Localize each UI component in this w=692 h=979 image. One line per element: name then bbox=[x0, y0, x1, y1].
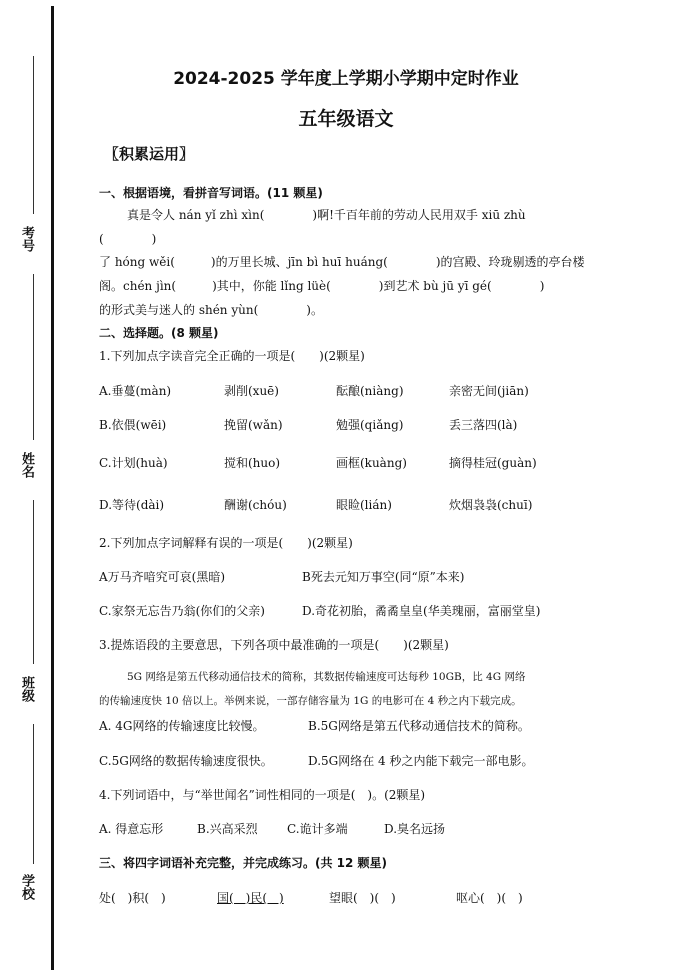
q2-3-a: A. 4G网络的传输速度比较慢。 bbox=[99, 719, 265, 733]
q2-1-b-1: B.依偎(wēi) bbox=[99, 418, 167, 432]
q2-1-c-4: 摘得桂冠(guàn) bbox=[449, 456, 537, 470]
section-title: 〖积累运用〗 bbox=[104, 145, 195, 163]
q2-4-a: A. 得意忘形 bbox=[99, 822, 164, 836]
q2-2-stem: 2.下列加点字词解释有误的一项是( )(2颗星) bbox=[99, 536, 353, 550]
name-underline bbox=[33, 274, 34, 440]
school-underline bbox=[33, 724, 34, 864]
q2-1-c-2: 搅和(huo) bbox=[224, 456, 281, 470]
q2-2-d: D.奇花初胎，矞矞皇皇(华美瑰丽，富丽堂皇) bbox=[302, 604, 541, 618]
q1-line-4: 阁。chén jìn( )其中，你能 lǐng lüè( )到艺术 bù jū yī gé( ) bbox=[99, 279, 545, 293]
q1-line-5: 的形式美与迷人的 shén yùn( )。 bbox=[99, 303, 323, 317]
q2-3-c: C.5G网络的数据传输速度很快。 bbox=[99, 754, 273, 768]
q2-3-passage-2: 的传输速度快 10 倍以上。举例来说，一部存储容量为 1G 的电影可在 4 秒之内下载完成。 bbox=[99, 695, 522, 707]
q2-1-d-1: D.等待(dài) bbox=[99, 498, 165, 512]
q2-1-b-2: 挽留(wǎn) bbox=[224, 418, 283, 432]
q2-3-stem: 3.提炼语段的主要意思，下列各项中最准确的一项是( )(2颗星) bbox=[99, 638, 449, 652]
q2-1-d-3: 眼睑(lián) bbox=[336, 498, 392, 512]
q2-2-a: A万马齐喑究可哀(黑暗) bbox=[99, 570, 226, 584]
subject-title: 五年级语文 bbox=[298, 108, 394, 130]
q2-1-a-1: A.垂蔓(màn) bbox=[99, 384, 172, 398]
q2-1-c-3: 画框(kuàng) bbox=[336, 456, 407, 470]
label-school: 学校 bbox=[19, 874, 34, 900]
q2-1-d-2: 酬谢(chóu) bbox=[224, 498, 287, 512]
q2-4-stem: 4.下列词语中，与“举世闻名”词性相同的一项是( )。(2颗星) bbox=[99, 788, 426, 802]
q1-heading: 一、根据语境，看拼音写词语。(11 颗星) bbox=[99, 186, 323, 200]
q1-line-2: ( ) bbox=[99, 232, 157, 246]
page-title: 2024-2025 学年度上学期小学期中定时作业 bbox=[173, 69, 519, 89]
q2-4-b: B.兴高采烈 bbox=[197, 822, 258, 836]
q2-1-a-4: 亲密无间(jiān) bbox=[449, 384, 529, 398]
label-name: 姓名 bbox=[19, 452, 34, 478]
q2-4-d: D.臭名远扬 bbox=[384, 822, 446, 836]
q2-4-c: C.诡计多端 bbox=[287, 822, 348, 836]
q2-3-passage-1: 5G 网络是第五代移动通信技术的简称，其数据传输速度可达每秒 10GB，比 4G 网络 bbox=[127, 671, 526, 683]
margin-line bbox=[51, 6, 54, 970]
q3-heading: 三、将四字词语补充完整，并完成练习。(共 12 颗星) bbox=[99, 856, 388, 870]
q2-2-c: C.家祭无忘告乃翁(你们的父亲) bbox=[99, 604, 265, 618]
q2-3-d: D.5G网络在 4 秒之内能下载完一部电影。 bbox=[308, 754, 534, 768]
q2-1-stem: 1.下列加点字读音完全正确的一项是( )(2颗星) bbox=[99, 349, 365, 363]
q3-item-4: 呕心( )( ) bbox=[456, 891, 523, 905]
q2-1-a-3: 酝酿(niàng) bbox=[336, 384, 404, 398]
q2-1-d-4: 炊烟袅袅(chuī) bbox=[449, 498, 533, 512]
q2-3-b: B.5G网络是第五代移动通信技术的简称。 bbox=[308, 719, 530, 733]
q2-1-a-2: 剥削(xuē) bbox=[224, 384, 279, 398]
q2-1-b-4: 丢三落四(là) bbox=[449, 418, 518, 432]
q2-1-c-1: C.计划(huà) bbox=[99, 456, 168, 470]
q3-item-1: 处( )积( ) bbox=[99, 891, 166, 905]
q3-item-2: 国( )民( ) bbox=[217, 891, 284, 905]
label-class: 班级 bbox=[19, 676, 34, 702]
q2-1-b-3: 勉强(qiǎng) bbox=[336, 418, 404, 432]
q2-heading: 二、选择题。(8 颗星) bbox=[99, 326, 219, 340]
q2-2-b: B死去元知万事空(同“原”本来) bbox=[302, 570, 465, 584]
class-underline bbox=[33, 500, 34, 664]
q1-line-3: 了 hóng wěi( )的万里长城、jīn bì huī huáng( )的宫殿、玲珑剔透的亭台楼 bbox=[99, 255, 585, 269]
q3-item-3: 望眼( )( ) bbox=[329, 891, 396, 905]
q1-line-1: 真是令人 nán yǐ zhì xìn( )啊!千百年前的劳动人民用双手 xiū zhù bbox=[127, 208, 526, 222]
label-kaohao: 考号 bbox=[19, 226, 34, 252]
